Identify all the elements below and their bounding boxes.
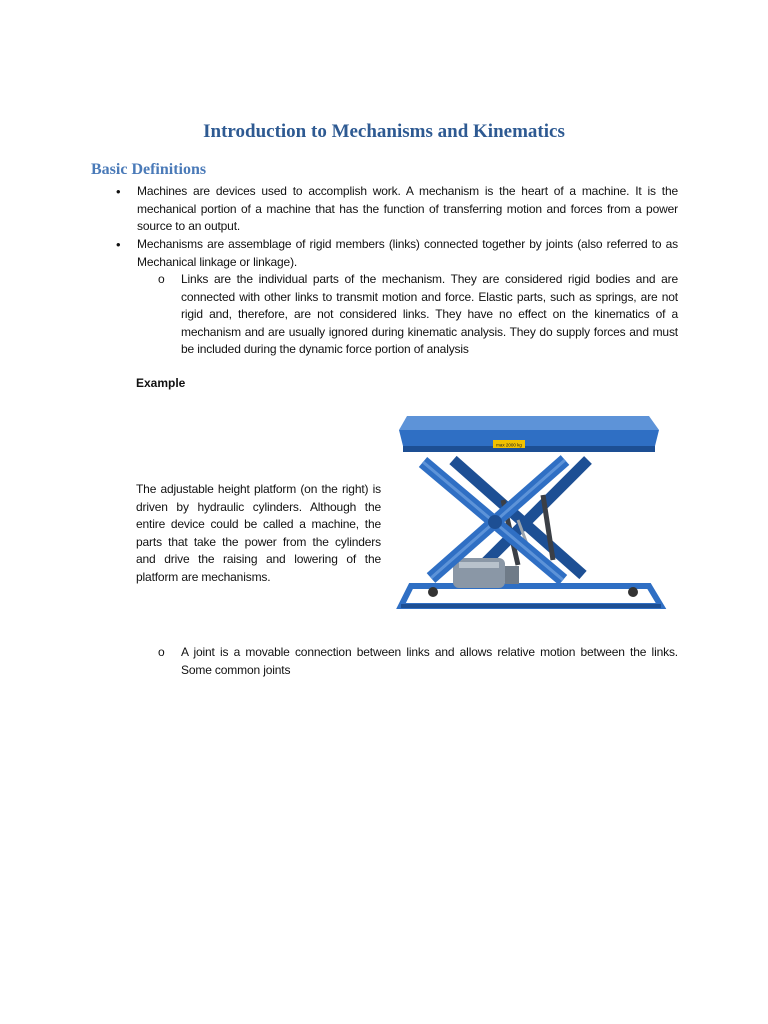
- sub-bullet-paragraph-links: Links are the individual parts of the mechanism. They are considered rigid bodies and are connected with other links to transmit motion and force. Elastic parts, such as springs, are not rigid and, therefore, are not considered links. They have no effect on the kinematics of a mechanism and are usually ignored during kinematic analysis. They do supply forces and must be included during the dynamic force portion of analysis: [181, 272, 678, 357]
- sub-bullet-marker: o: [158, 645, 165, 659]
- scissor-lift-image: [393, 410, 667, 626]
- example-heading: Example: [136, 376, 186, 390]
- sub-bullet-paragraph-joints: A joint is a movable connection between links and allows relative motion between the links. Some common joints: [181, 645, 678, 677]
- bullet-paragraph-mechanisms: Mechanisms are assemblage of rigid members (links) connected together by joints (also referred to as Mechanical linkage or linkage).: [137, 237, 678, 269]
- bullet-marker: •: [116, 184, 121, 199]
- page-title: Introduction to Mechanisms and Kinematics: [203, 121, 565, 142]
- base-frame: [401, 586, 661, 606]
- sub-bullet-marker: o: [158, 272, 165, 286]
- example-paragraph: The adjustable height platform (on the right) is driven by hydraulic cylinders. Although the entire device could be called a machine, the parts that take the power from the cylinders and drive the raising and lowering of the platform are mechanisms.: [136, 482, 381, 584]
- plate-label: max 2000 kg: [496, 442, 522, 448]
- bullet-paragraph-machines: Machines are devices used to accomplish work. A mechanism is the heart of a machine. It is the mechanical portion of a machine that has the function of transferring motion and forces from a power source to an output.: [137, 184, 678, 234]
- section-heading: Basic Definitions: [91, 161, 207, 178]
- bullet-marker: •: [116, 237, 121, 252]
